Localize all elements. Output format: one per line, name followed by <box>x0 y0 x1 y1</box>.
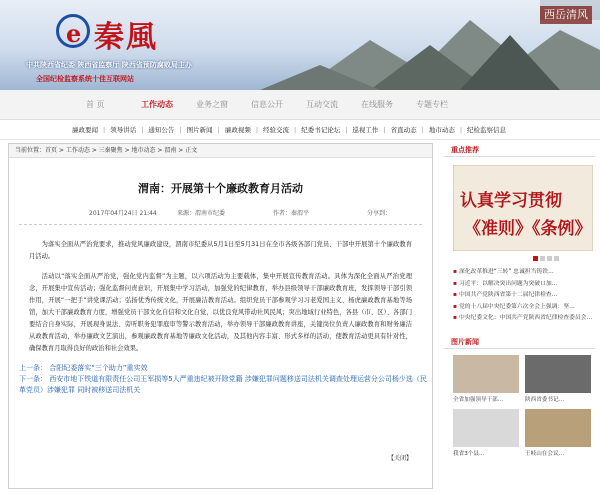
next-article-link[interactable]: 下一条： 西安市地下铁道有限责任公司王军损等5人严重违纪被开除党籍 涉嫌犯罪问题移送司法机关调查处理运营分公司杨少选（民革党员）涉嫌犯罪 同时被移送司法机关 <box>19 375 427 394</box>
separator: | <box>345 126 348 134</box>
nav-special-topics[interactable]: 专题专栏 <box>416 100 448 109</box>
separator: | <box>421 126 424 134</box>
carousel-dot[interactable] <box>554 256 559 261</box>
article-paragraph: 为落实全面从严治党要求，推动党风廉政建设，渭南市纪委从5月1日至5月31日在全市各级各部门党员、干部中开展第十个廉政教育月活动。 <box>29 241 412 260</box>
subnav-item[interactable]: 巡视工作 <box>352 126 379 134</box>
separator: | <box>294 126 297 134</box>
separator: | <box>255 126 259 134</box>
header-organizer-text: 中共陕西省纪委 陕西省监察厅 陕西省预防腐败局主办 <box>26 61 192 69</box>
nav-online-service[interactable]: 在线服务 <box>361 100 393 109</box>
photo-caption[interactable]: 我省3个县… <box>453 450 485 457</box>
photo-thumbnail[interactable] <box>525 355 591 393</box>
article-time: 2017年04月24日 21:44 <box>89 210 157 217</box>
news-item[interactable]: ▪ 中国共产党陕西省第十二届纪律检查… <box>453 290 595 302</box>
divider <box>19 224 422 225</box>
news-item[interactable]: ▪ 党的十八届中央纪委第六次全会上强调：坚… <box>453 302 595 314</box>
subnav-item[interactable]: 纪委书记论坛 <box>301 126 341 134</box>
site-logo-text: 秦風 <box>94 20 158 55</box>
news-item[interactable]: ▪ 习近平：以解决突出问题为突破口加… <box>453 279 595 291</box>
photo-item[interactable] <box>525 409 591 457</box>
article-source: 来源：渭南市纪委 <box>177 210 226 217</box>
carousel-dots <box>533 255 595 261</box>
breadcrumb[interactable]: 当前位置：首页 > 工作动态 > 三秦聚焦 > 地市动态 > 渭南 > 正文 <box>9 144 432 158</box>
separator: | <box>217 126 220 134</box>
sidebar-heading: 重点推荐 <box>443 143 595 157</box>
photo-caption[interactable]: 全省加强领导干部… <box>453 396 504 403</box>
prev-article-link[interactable]: 上一条： 合阳纪委落实“三个助力”重实效 <box>19 364 148 372</box>
subnav-item[interactable]: 图片新闻 <box>186 126 213 134</box>
carousel-dot[interactable] <box>533 256 538 261</box>
promo-line: 《准则》《条例》 <box>464 219 592 239</box>
nav-work-news[interactable]: 工作动态 <box>141 100 173 109</box>
photo-thumbnail[interactable] <box>453 355 519 393</box>
main-nav <box>0 90 600 120</box>
subnav-item[interactable]: 通知公告 <box>148 126 175 134</box>
subnav-item[interactable]: 廉政要闻 <box>72 126 98 134</box>
separator: | <box>383 126 386 134</box>
article-meta <box>9 208 432 218</box>
logo-icon: e <box>56 14 90 48</box>
header-award-text: 全国纪检监察系统十佳互联网站 <box>36 75 134 83</box>
nav-info-disclosure[interactable]: 信息公开 <box>251 100 283 109</box>
promo-banner[interactable] <box>453 165 593 251</box>
subnav-item[interactable]: 领导讲话 <box>110 126 137 134</box>
close-link[interactable]: 【关闭】 <box>387 455 412 462</box>
photo-item[interactable] <box>525 355 591 403</box>
site-header <box>0 0 600 90</box>
article-panel <box>8 143 433 489</box>
photo-item[interactable] <box>453 409 519 457</box>
subnav-item[interactable]: 地市动态 <box>428 126 455 134</box>
separator: | <box>103 126 106 134</box>
nav-business-window[interactable]: 业务之窗 <box>196 100 228 109</box>
subnav-item[interactable]: 省直动态 <box>390 126 417 134</box>
separator: | <box>459 126 463 134</box>
carousel-dot[interactable] <box>547 256 552 261</box>
article-author: 作者：秦渭平 <box>273 210 310 217</box>
share-label[interactable]: 分享到： <box>367 210 392 217</box>
photo-thumbnail[interactable] <box>453 409 519 447</box>
nav-home[interactable]: 首 页 <box>86 100 105 109</box>
news-list <box>453 267 595 325</box>
subnav-item[interactable]: 廉政视频 <box>224 126 251 134</box>
photo-item[interactable] <box>453 355 519 403</box>
news-item[interactable]: ▪ 中央纪委文化：中国共产党陕西省纪律检查委员会… <box>453 313 595 325</box>
article-title: 渭南：开展第十个廉政教育月活动 <box>138 182 303 195</box>
separator: | <box>179 126 182 134</box>
sub-nav <box>0 120 600 140</box>
article-nav-links <box>19 363 432 396</box>
nav-interaction[interactable]: 互动交流 <box>306 100 338 109</box>
carousel-dot[interactable] <box>540 256 545 261</box>
photo-grid <box>453 355 595 457</box>
photo-caption[interactable]: 陕西省委书记… <box>525 396 565 403</box>
article-paragraph: 活动以“落实全面从严治党，强化党内监督”为主题，以六项活动为主要载体，集中开展宣传教育活动。具体为深化全面从严治党理念，开展集中宣传活动；强化监督问责意识，开展集中学习活动，加强党的纪律教育，举办县级领导干部廉政教育班，发挥领导干部引领作用，开展“一把手”讲党课活动；弘扬优秀传统文化，开展廉洁教育活动。组织党员干部参观学习习老爱国主义、杨虎廉政教育基地等场馆，加大干部廉政教育力度，增强党员干部文化自信和文化自觉，以优良党风带动社风民风；突出地域行业特色，各县（市、区）、各部门要结合自身实际，开展现身说法、旁听职务犯罪庭审等警示教育活动，举办领导干部廉政教育讲座，关键岗位负责人廉政教育和财务廉洁从政教育活动，举办廉政文艺演出，参观廉政教育基地等廉政文化活动，及其他内容丰富、形式多样的活动，使教育活动更具有针对性，确保教育月取得良好的政治和社会效果。 <box>29 273 412 352</box>
promo-line: 认真学习贯彻 <box>460 191 562 211</box>
news-item[interactable]: ▪ 深化改革推进“三转” 忠诚担当铸铁… <box>453 267 595 279</box>
subnav-item[interactable]: 经验交流 <box>263 126 290 134</box>
photo-thumbnail[interactable] <box>525 409 591 447</box>
photo-caption[interactable]: 王岐山在会议… <box>525 450 565 457</box>
pics-heading: 图片新闻 <box>443 335 595 349</box>
sidebar <box>443 143 595 489</box>
subnav-item[interactable]: 纪检监察信息 <box>467 126 507 134</box>
article-body <box>29 239 412 355</box>
header-badge: 西岳清风 <box>540 6 592 24</box>
separator: | <box>141 126 144 134</box>
